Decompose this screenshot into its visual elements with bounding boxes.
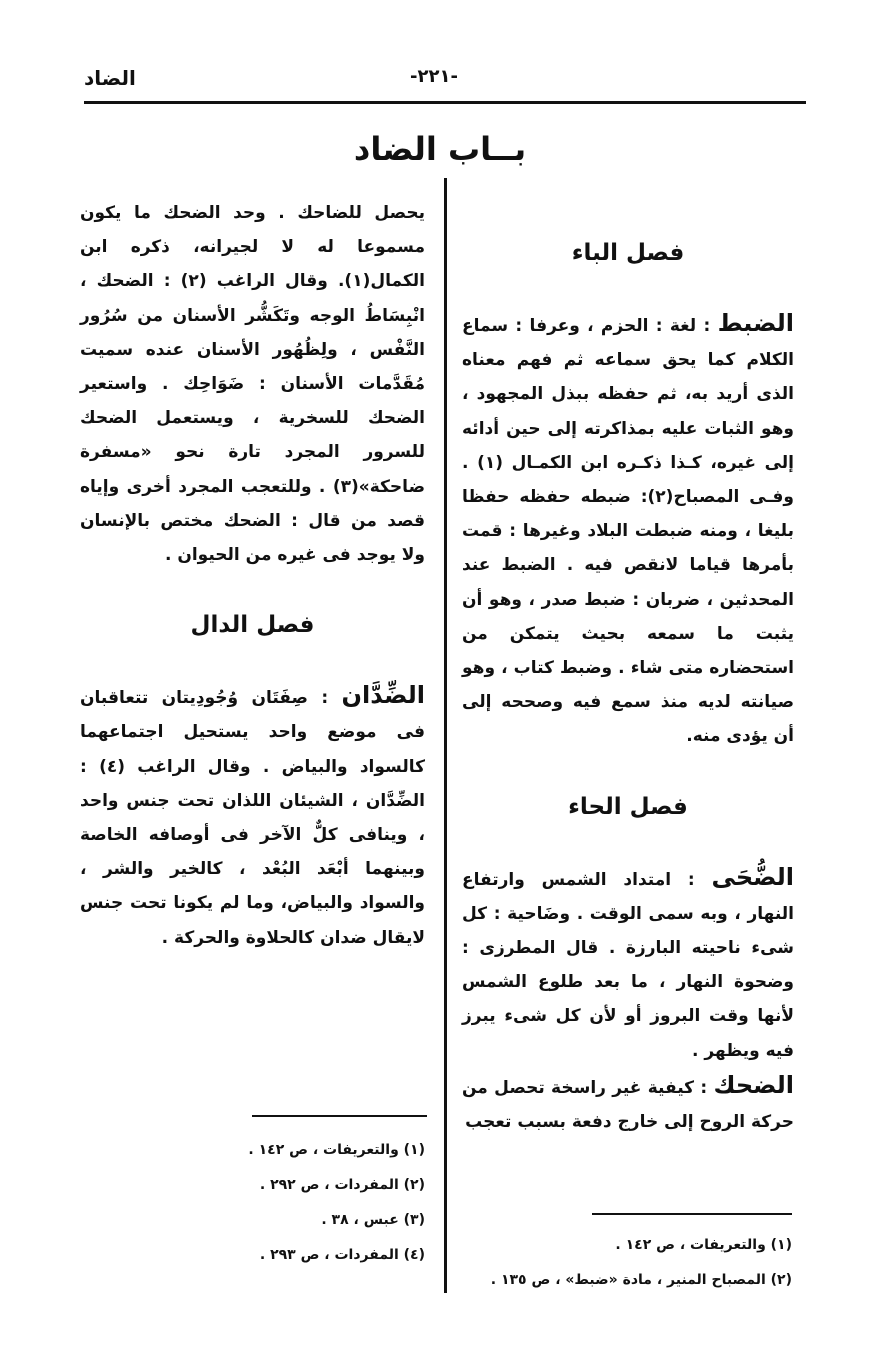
right-column [462, 228, 794, 1139]
footnote: (١) والتعريفات ، ص ١٤٢ . [615, 1237, 792, 1253]
section-heading-ha: فصل الحاء [568, 793, 688, 820]
running-title: الضاد [84, 66, 136, 90]
left-column [80, 196, 425, 955]
continuation-text: يحصل للضاحك . وحد الضحك ما يكون مسموعا له لا لجيرانه، ذكره ابن الكمال(١). وقال الراغب (٢) : الضحك ، انْبِسَاطُ الوجه وتَكَشُّر الأسنان من سُرُور النَّفْس ، ولِظُهُور الأسنان عنده سميت مُقَدَّمات الأسنان : ضَوَاحِك . واستعير الضحك للسخرية ، ويستعمل الضحك للسرور المجرد تارة نحو «مسفرة ضاحكة»(٣) . وللتعجب المجرد أخرى وإياه قصد من قال : الضحك مختص بالإنسان ولا يوجد فى غيره من الحيوان . [80, 203, 426, 566]
entry-text: : امتداد الشمس وارتفاع النهار ، وبه سمى الوقت . وضَاحية : كل شىء ناحيته البارزة . قال المطرزى : وضحوة النهار ، ما بعد طلوع الشمس لأنها وقت البروز أو لأن كل شىء يبرز فيه ويظهر . [462, 869, 794, 1061]
entry-dahk [462, 1068, 794, 1139]
section-heading-dal: فصل الدال [190, 612, 315, 639]
entry-text: : كيفية غير راسخة تحصل من حركة الروح إلى خارج دفعة بسبب تعجب [462, 1077, 794, 1133]
entry-term: الضبط [717, 309, 794, 337]
header-rule [84, 101, 806, 104]
footnotes-right [470, 1228, 792, 1298]
footnote-rule-right [592, 1213, 792, 1215]
footnotes-left [160, 1133, 425, 1273]
entry-duha [462, 860, 794, 1068]
entry-diddan [80, 678, 425, 955]
entry-dabt [462, 306, 794, 754]
footnote-rule-left [252, 1115, 427, 1117]
entry-term: الضُّحَى [711, 862, 794, 891]
entry-term: الضِّدَّان [341, 681, 425, 710]
footnote: (٢) المصباح المنير ، مادة «ضبط» ، ص ١٣٥ . [490, 1272, 792, 1288]
footnote: (٤) المفردات ، ص ٢٩٣ . [259, 1247, 425, 1263]
entry-text: : لغة : الحزم ، وعرفا : سماع الكلام كما يحق سماعه ثم فهم معناه الذى أريد به، ثم حفظه ببذل المجهود ، وهو الثبات عليه بمذاكرته إلى حين أدائه إلى غيره، كـذا ذكـره ابن الكمـال (١) . وفـى المصباح(٢): ضبطه حفظه حفظا بليغا ، ومنه ضبطت البلاد وغيرها : قمت بأمرها قياما لانقص فيه . الضبط عند المحدثين ، ضربان : ضبط صدر ، وهو أن يثبت ما سمعه بحيث يتمكن من استحضاره متى شاء . وضبط كتاب ، وهو صيانته لديه منذ سمع فيه وصححه إلى أن يؤدى منه. [462, 316, 794, 747]
entry-term: الضحك [713, 1070, 794, 1099]
chapter-title: بــاب الضاد [353, 130, 527, 168]
column-divider [444, 178, 447, 1293]
section-heading-ba: فصل الباء [571, 240, 685, 266]
page-number: -٢٢١- [410, 66, 458, 87]
footnote: (٢) المفردات ، ص ٢٩٢ . [259, 1177, 425, 1193]
entry-text: : صِفَتَان وُجُودِيتان تتعاقبان فى موضع واحد يستحيل اجتماعهما كالسواد والبياض . وقال الراغب (٤) : الضِّدَّان ، الشيئان اللذان تحت جنس واحد ، وينافى كلٌّ الآخر فى أوصافه الخاصة وبينهما أبْعَد البُعْد ، كالخير والشر ، والسواد والبياض، وما لم يكونا تحت جنس لايقال ضدان كالحلاوة والحركة . [80, 688, 425, 948]
footnote: (١) والتعريفات ، ص ١٤٢ . [248, 1142, 425, 1158]
footnote: (٣) عبس ، ٣٨ . [321, 1212, 425, 1228]
